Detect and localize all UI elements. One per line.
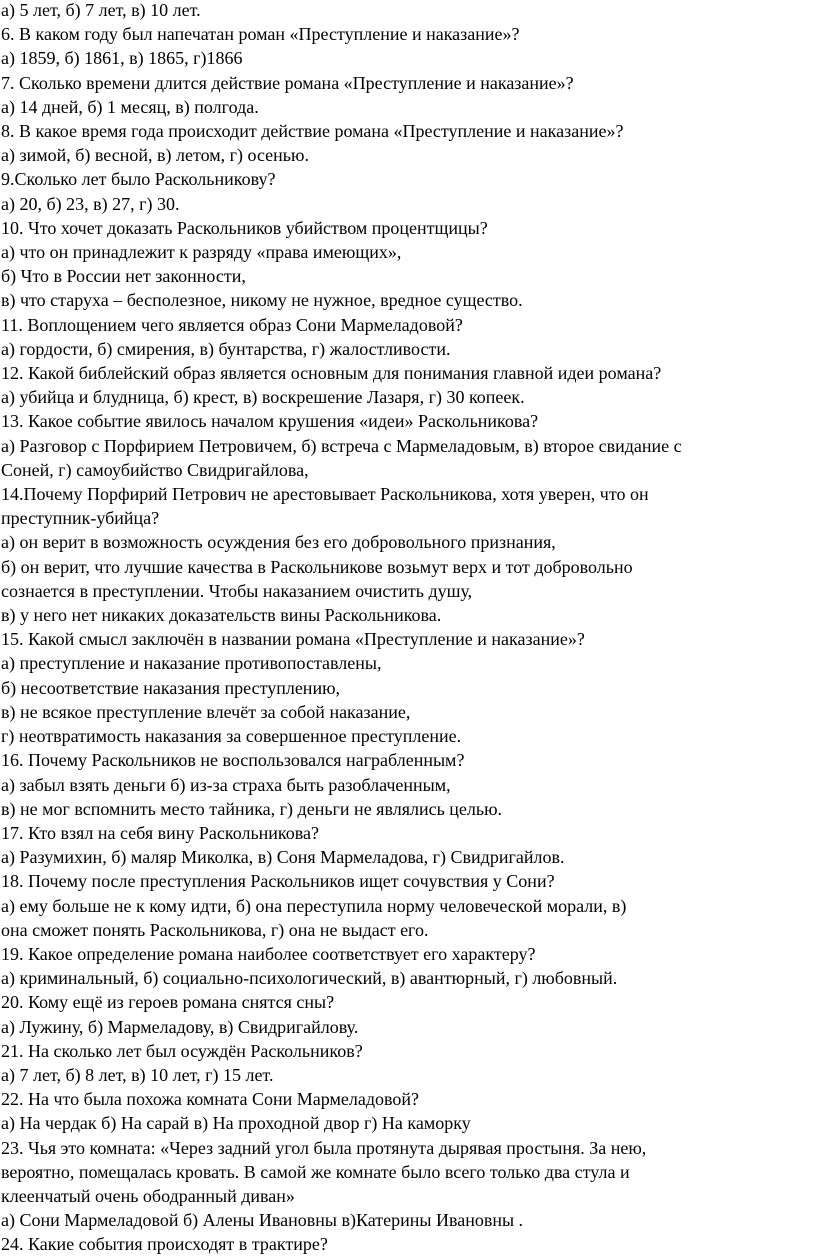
- text-line: 18. Почему после преступления Раскольников ищет сочувствия у Сони?: [1, 871, 555, 892]
- text-line: а) гордости, б) смирения, в) бунтарства, г) жалостливости.: [1, 338, 451, 359]
- text-line: а) что он принадлежит к разряду «права имеющих»,: [1, 242, 402, 263]
- text-line: б) Что в России нет законности,: [1, 266, 246, 287]
- text-line: а) зимой, б) весной, в) летом, г) осенью.: [1, 145, 309, 166]
- text-line: 16. Почему Раскольников не воспользовался награбленным?: [1, 750, 465, 771]
- text-line: клеенчатый очень ободранный диван»: [1, 1185, 295, 1206]
- text-line: а) 7 лет, б) 8 лет, в) 10 лет, г) 15 лет.: [1, 1064, 274, 1085]
- text-line: а) Разговор с Порфирием Петровичем, б) встреча с Мармеладовым, в) второе свидание с: [1, 435, 682, 456]
- text-line: в) что старуха – бесполезное, никому не нужное, вредное существо.: [1, 290, 523, 311]
- text-line: а) Лужину, б) Мармеладову, в) Свидригайлову.: [1, 1016, 359, 1037]
- text-line: 8. В какое время года происходит действие романа «Преступление и наказание»?: [1, 121, 624, 142]
- text-line: преступник-убийца?: [1, 508, 160, 529]
- text-line: 22. На что была похожа комната Сони Мармеладовой?: [1, 1089, 419, 1110]
- text-line: а) криминальный, б) социально-психологический, в) авантюрный, г) любовный.: [1, 968, 618, 989]
- text-line: в) не мог вспомнить место тайника, г) деньги не являлись целью.: [1, 798, 503, 819]
- text-line: а) 20, б) 23, в) 27, г) 30.: [1, 193, 180, 214]
- text-line: 21. На сколько лет был осуждён Раскольников?: [1, 1040, 363, 1061]
- text-line: Соней, г) самоубийство Свидригайлова,: [1, 459, 309, 480]
- text-line: в) не всякое преступление влечёт за собой наказание,: [1, 701, 411, 722]
- text-line: 7. Сколько времени длится действие романа «Преступление и наказание»?: [1, 72, 574, 93]
- text-line: 11. Воплощением чего является образ Сони Мармеладовой?: [1, 314, 463, 335]
- text-line: а) забыл взять деньги б) из-за страха быть разоблаченным,: [1, 774, 451, 795]
- text-line: а) 5 лет, б) 7 лет, в) 10 лет.: [1, 0, 201, 20]
- text-line: 9.Сколько лет было Раскольникову?: [1, 169, 276, 190]
- text-line: а) убийца и блудница, б) крест, в) воскрешение Лазаря, г) 30 копеек.: [1, 387, 525, 408]
- text-line: сознается в преступлении. Чтобы наказанием очистить душу,: [1, 580, 473, 601]
- text-line: вероятно, помещалась кровать. В самой же комнате было всего только два стула и: [1, 1161, 630, 1182]
- text-line: 14.Почему Порфирий Петрович не арестовывает Раскольникова, хотя уверен, что он: [1, 484, 649, 505]
- text-line: 19. Какое определение романа наиболее соответствует его характеру?: [1, 943, 536, 964]
- text-line: 13. Какое событие явилось началом крушения «идеи» Раскольникова?: [1, 411, 539, 432]
- text-line: 20. Кому ещё из героев романа снятся сны?: [1, 992, 335, 1013]
- text-line: 23. Чья это комната: «Через задний угол была протянута дырявая простыня. За нею,: [1, 1137, 647, 1158]
- text-line: г) неотвратимость наказания за совершенное преступление.: [1, 726, 462, 747]
- text-line: а) ему больше не к кому идти, б) она переступила норму человеческой морали, в): [1, 895, 627, 916]
- text-line: 6. В каком году был напечатан роман «Преступление и наказание»?: [1, 24, 520, 45]
- text-line: а) преступление и наказание противопоставлены,: [1, 653, 382, 674]
- text-line: а) 1859, б) 1861, в) 1865, г)1866: [1, 48, 243, 69]
- text-line: а) Сони Мармеладовой б) Алены Ивановны в)Катерины Ивановны .: [1, 1210, 524, 1231]
- text-line: 12. Какой библейский образ является основным для понимания главной идеи романа?: [1, 363, 662, 384]
- text-line: 17. Кто взял на себя вину Раскольникова?: [1, 822, 320, 843]
- text-line: а) 14 дней, б) 1 месяц, в) полгода.: [1, 96, 259, 117]
- text-line: в) у него нет никаких доказательств вины Раскольникова.: [1, 605, 442, 626]
- text-line: 15. Какой смысл заключён в названии романа «Преступление и наказание»?: [1, 629, 585, 650]
- text-line: а) Разумихин, б) маляр Миколка, в) Соня Мармеладова, г) Свидригайлов.: [1, 847, 565, 868]
- text-line: б) он верит, что лучшие качества в Раскольникове возьмут верх и тот добровольно: [1, 556, 633, 577]
- text-line: она сможет понять Раскольникова, г) она не выдаст его.: [1, 919, 429, 940]
- text-line: 10. Что хочет доказать Раскольников убийством процентщицы?: [1, 217, 488, 238]
- text-line: а) На чердак б) На сарай в) На проходной двор г) На каморку: [1, 1113, 471, 1134]
- text-line: 24. Какие события происходят в трактире?: [1, 1234, 328, 1255]
- text-line: а) он верит в возможность осуждения без его добровольного признания,: [1, 532, 556, 553]
- text-line: б) несоответствие наказания преступлению,: [1, 677, 341, 698]
